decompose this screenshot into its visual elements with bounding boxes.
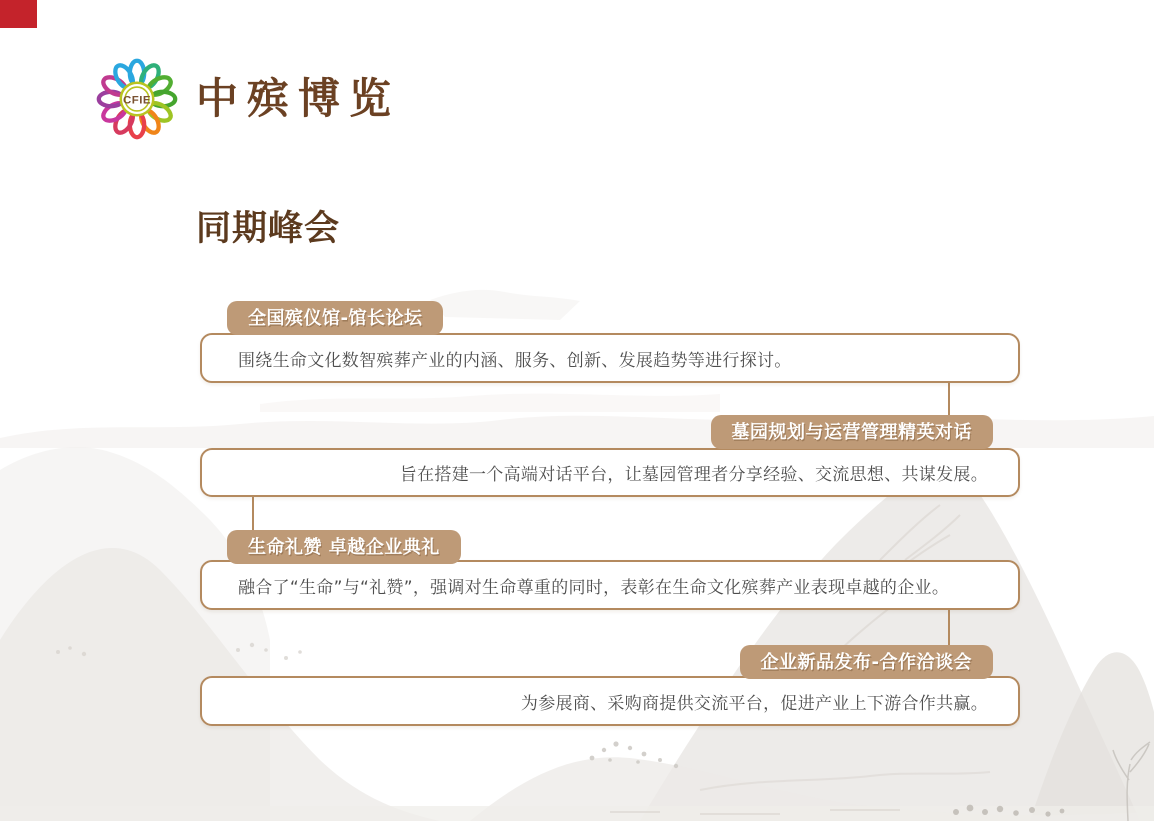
logo-wordmark: 中殡博览	[196, 74, 401, 123]
summit-tab-new-product-launch: 企业新品发布-合作洽谈会	[740, 645, 993, 679]
cfie-flower-logo-icon	[94, 56, 180, 142]
summit-description-new-product-launch: 为参展商、采购商提供交流平台，促进产业上下游合作共赢。	[200, 676, 1020, 726]
page-title: 同期峰会	[196, 209, 341, 249]
summit-description-funeral-home-forum: 围绕生命文化数智殡葬产业的内涵、服务、创新、发展趋势等进行探讨。	[200, 333, 1020, 383]
connector-line-2	[252, 495, 254, 533]
red-corner-marker	[0, 0, 37, 28]
summit-tab-cemetery-dialogue: 墓园规划与运营管理精英对话	[711, 415, 994, 449]
connector-line-3	[948, 608, 950, 648]
logo[interactable]	[94, 56, 400, 142]
connector-line-1	[948, 381, 950, 418]
summit-description-life-tribute-ceremony: 融合了“生命”与“礼赞”，强调对生命尊重的同时，表彰在生命文化殡葬产业表现卓越的企业。	[200, 560, 1020, 610]
summit-tab-funeral-home-forum: 全国殡仪馆-馆长论坛	[227, 301, 443, 335]
logo-acronym: CFIE	[123, 94, 151, 107]
summit-description-cemetery-dialogue: 旨在搭建一个高端对话平台，让墓园管理者分享经验、交流思想、共谋发展。	[200, 448, 1020, 497]
summit-tab-life-tribute-ceremony: 生命礼赞 卓越企业典礼	[227, 530, 461, 564]
summit-diagram	[200, 301, 1020, 731]
